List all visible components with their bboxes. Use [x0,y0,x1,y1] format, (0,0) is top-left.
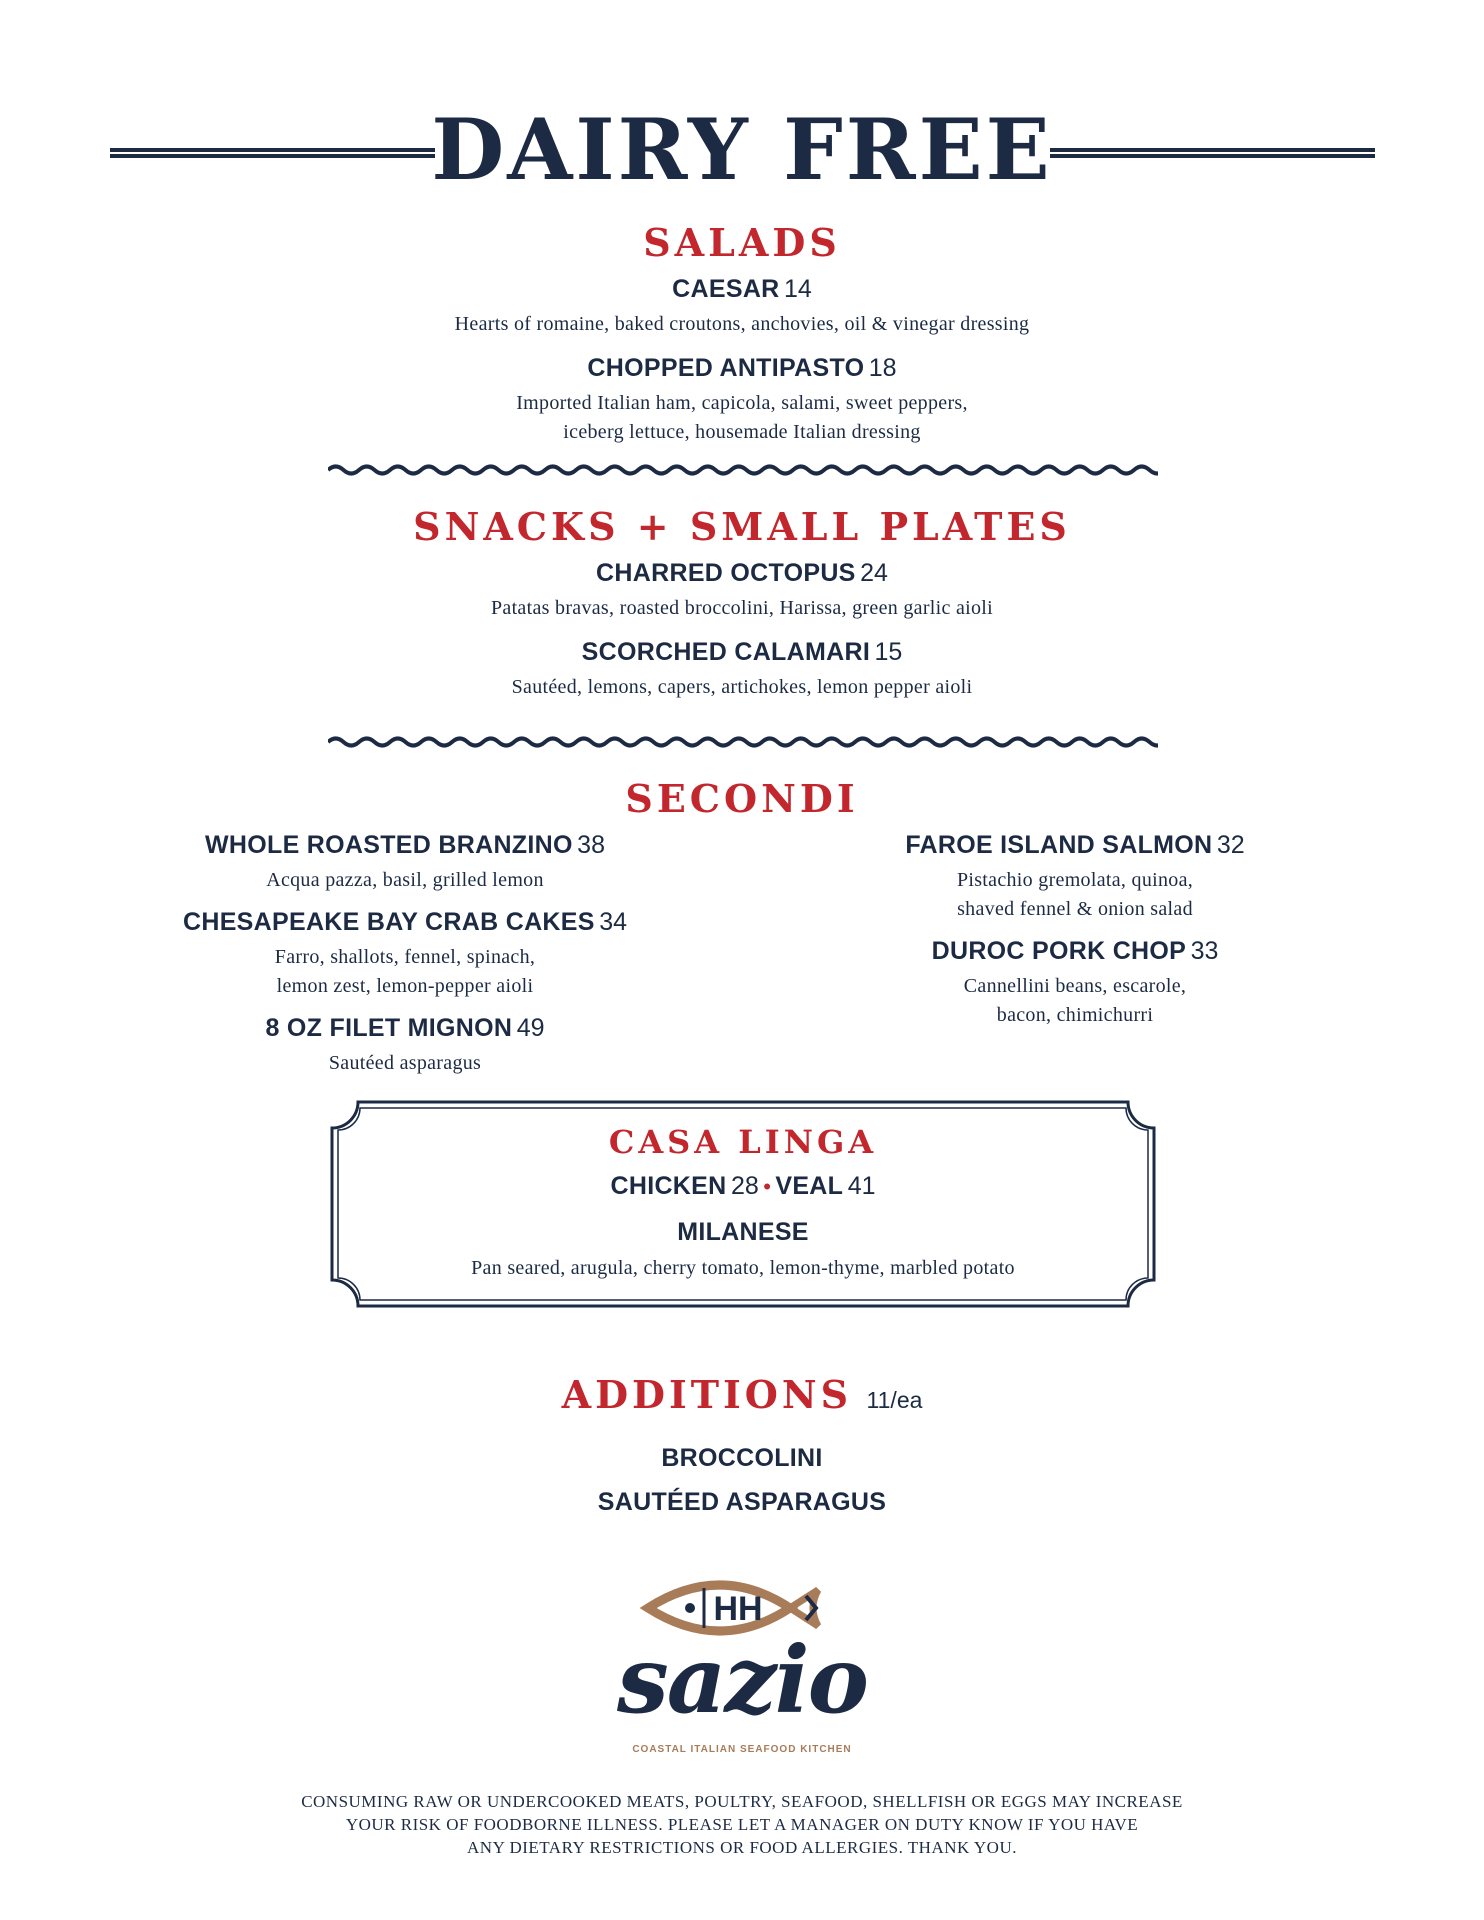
additions-heading: ADDITIONS [561,1372,853,1417]
casa-linga-box [328,1098,1158,1310]
item-description: Cannellini beans, escarole, [963,975,1187,997]
item-name: DUROC PORK CHOP [931,937,1187,965]
separator-dot: • [763,1174,771,1199]
veal-label: VEAL [775,1172,844,1200]
item-description: Sautéed asparagus [328,1052,482,1074]
casa-linga-prices [328,1166,1158,1210]
menu-item [0,635,1484,702]
menu-item [150,828,660,895]
disclaimer-line: CONSUMING RAW OR UNDERCOOKED MEATS, POULTRY, SEAFOOD, SHELLFISH OR EGGS MAY INCREASE [301,1792,1183,1811]
chicken-label: CHICKEN [610,1172,727,1200]
item-price: 24 [860,559,888,587]
casa-linga-dish: MILANESE [677,1218,809,1246]
item-description: Farro, shallots, fennel, spinach, [274,946,536,968]
casa-linga-heading: CASA LINGA [608,1123,878,1161]
additions-list [0,1436,1484,1524]
item-description: Hearts of romaine, baked croutons, anchovies, oil & vinegar dressing [454,313,1030,335]
item-description: Sautéed, lemons, capers, artichokes, lemon pepper aioli [511,676,973,698]
brand-name: sazio [617,1626,867,1734]
item-name: WHOLE ROASTED BRANZINO [205,831,573,859]
secondi-right-column [830,828,1320,1040]
item-name: CHARRED OCTOPUS [596,559,856,587]
item-name: CHESAPEAKE BAY CRAB CAKES [182,908,595,936]
menu-title: DAIRY FREE [431,100,1053,199]
disclaimer-line: ANY DIETARY RESTRICTIONS OR FOOD ALLERGIES. THANK YOU. [467,1838,1017,1857]
item-description: iceberg lettuce, housemade Italian dressing [563,421,921,443]
item-description: Pistachio gremolata, quinoa, [956,869,1194,891]
disclaimer [0,1790,1484,1859]
item-description: bacon, chimichurri [996,1004,1154,1026]
casa-linga-description: Pan seared, arugula, cherry tomato, lemon-thyme, marbled potato [471,1257,1015,1279]
item-name: CHOPPED ANTIPASTO [587,354,865,382]
disclaimer-line: YOUR RISK OF FOODBORNE ILLNESS. PLEASE LET A MANAGER ON DUTY KNOW IF YOU HAVE [345,1815,1139,1834]
menu-item [150,905,660,1001]
menu-item [0,272,1484,339]
item-description: lemon zest, lemon-pepper aioli [276,975,534,997]
item-price: 49 [516,1014,545,1042]
title-rule-left [110,148,435,158]
salads-list [0,272,1484,457]
additions-header [0,1370,1484,1420]
salads-heading: SALADS [643,220,841,265]
item-price: 32 [1216,831,1245,859]
secondi-left-column [150,828,660,1088]
list-item: SAUTÉED ASPARAGUS [597,1488,887,1516]
item-description: Imported Italian ham, capicola, salami, sweet peppers, [516,392,968,414]
list-item: BROCCOLINI [661,1444,823,1472]
item-price: 15 [874,638,903,666]
item-description: Acqua pazza, basil, grilled lemon [266,869,544,891]
item-name: FAROE ISLAND SALMON [905,831,1213,859]
wave-divider [328,460,1158,480]
item-price: 38 [577,831,605,859]
snacks-heading: SNACKS + SMALL PLATES [413,504,1071,549]
menu-title-row [0,100,1484,200]
menu-item [0,351,1484,447]
menu-item [830,828,1320,924]
wave-divider [328,732,1158,752]
item-description: Patatas bravas, roasted broccolini, Harissa, green garlic aioli [490,597,994,619]
chicken-price: 28 [730,1172,759,1200]
item-price: 34 [599,908,627,936]
additions-price: 11/ea [866,1387,923,1413]
sazio-logo [610,1568,874,1768]
logo-letters: HH [713,1590,763,1628]
menu-item [830,934,1320,1030]
title-rule-right [1050,148,1375,158]
item-price: 18 [868,354,897,382]
menu-item [150,1011,660,1078]
menu-item [0,556,1484,623]
item-name: 8 OZ FILET MIGNON [265,1014,513,1042]
casa-linga-content [328,1098,1158,1283]
item-price: 33 [1190,937,1219,965]
item-description: shaved fennel & onion salad [957,898,1193,920]
item-name: CAESAR [672,275,780,303]
veal-price: 41 [847,1172,876,1200]
item-price: 14 [784,275,812,303]
item-name: SCORCHED CALAMARI [581,638,871,666]
secondi-heading: SECONDI [625,776,859,821]
snacks-list [0,556,1484,712]
brand-tagline: COASTAL ITALIAN SEAFOOD KITCHEN [632,1744,852,1755]
